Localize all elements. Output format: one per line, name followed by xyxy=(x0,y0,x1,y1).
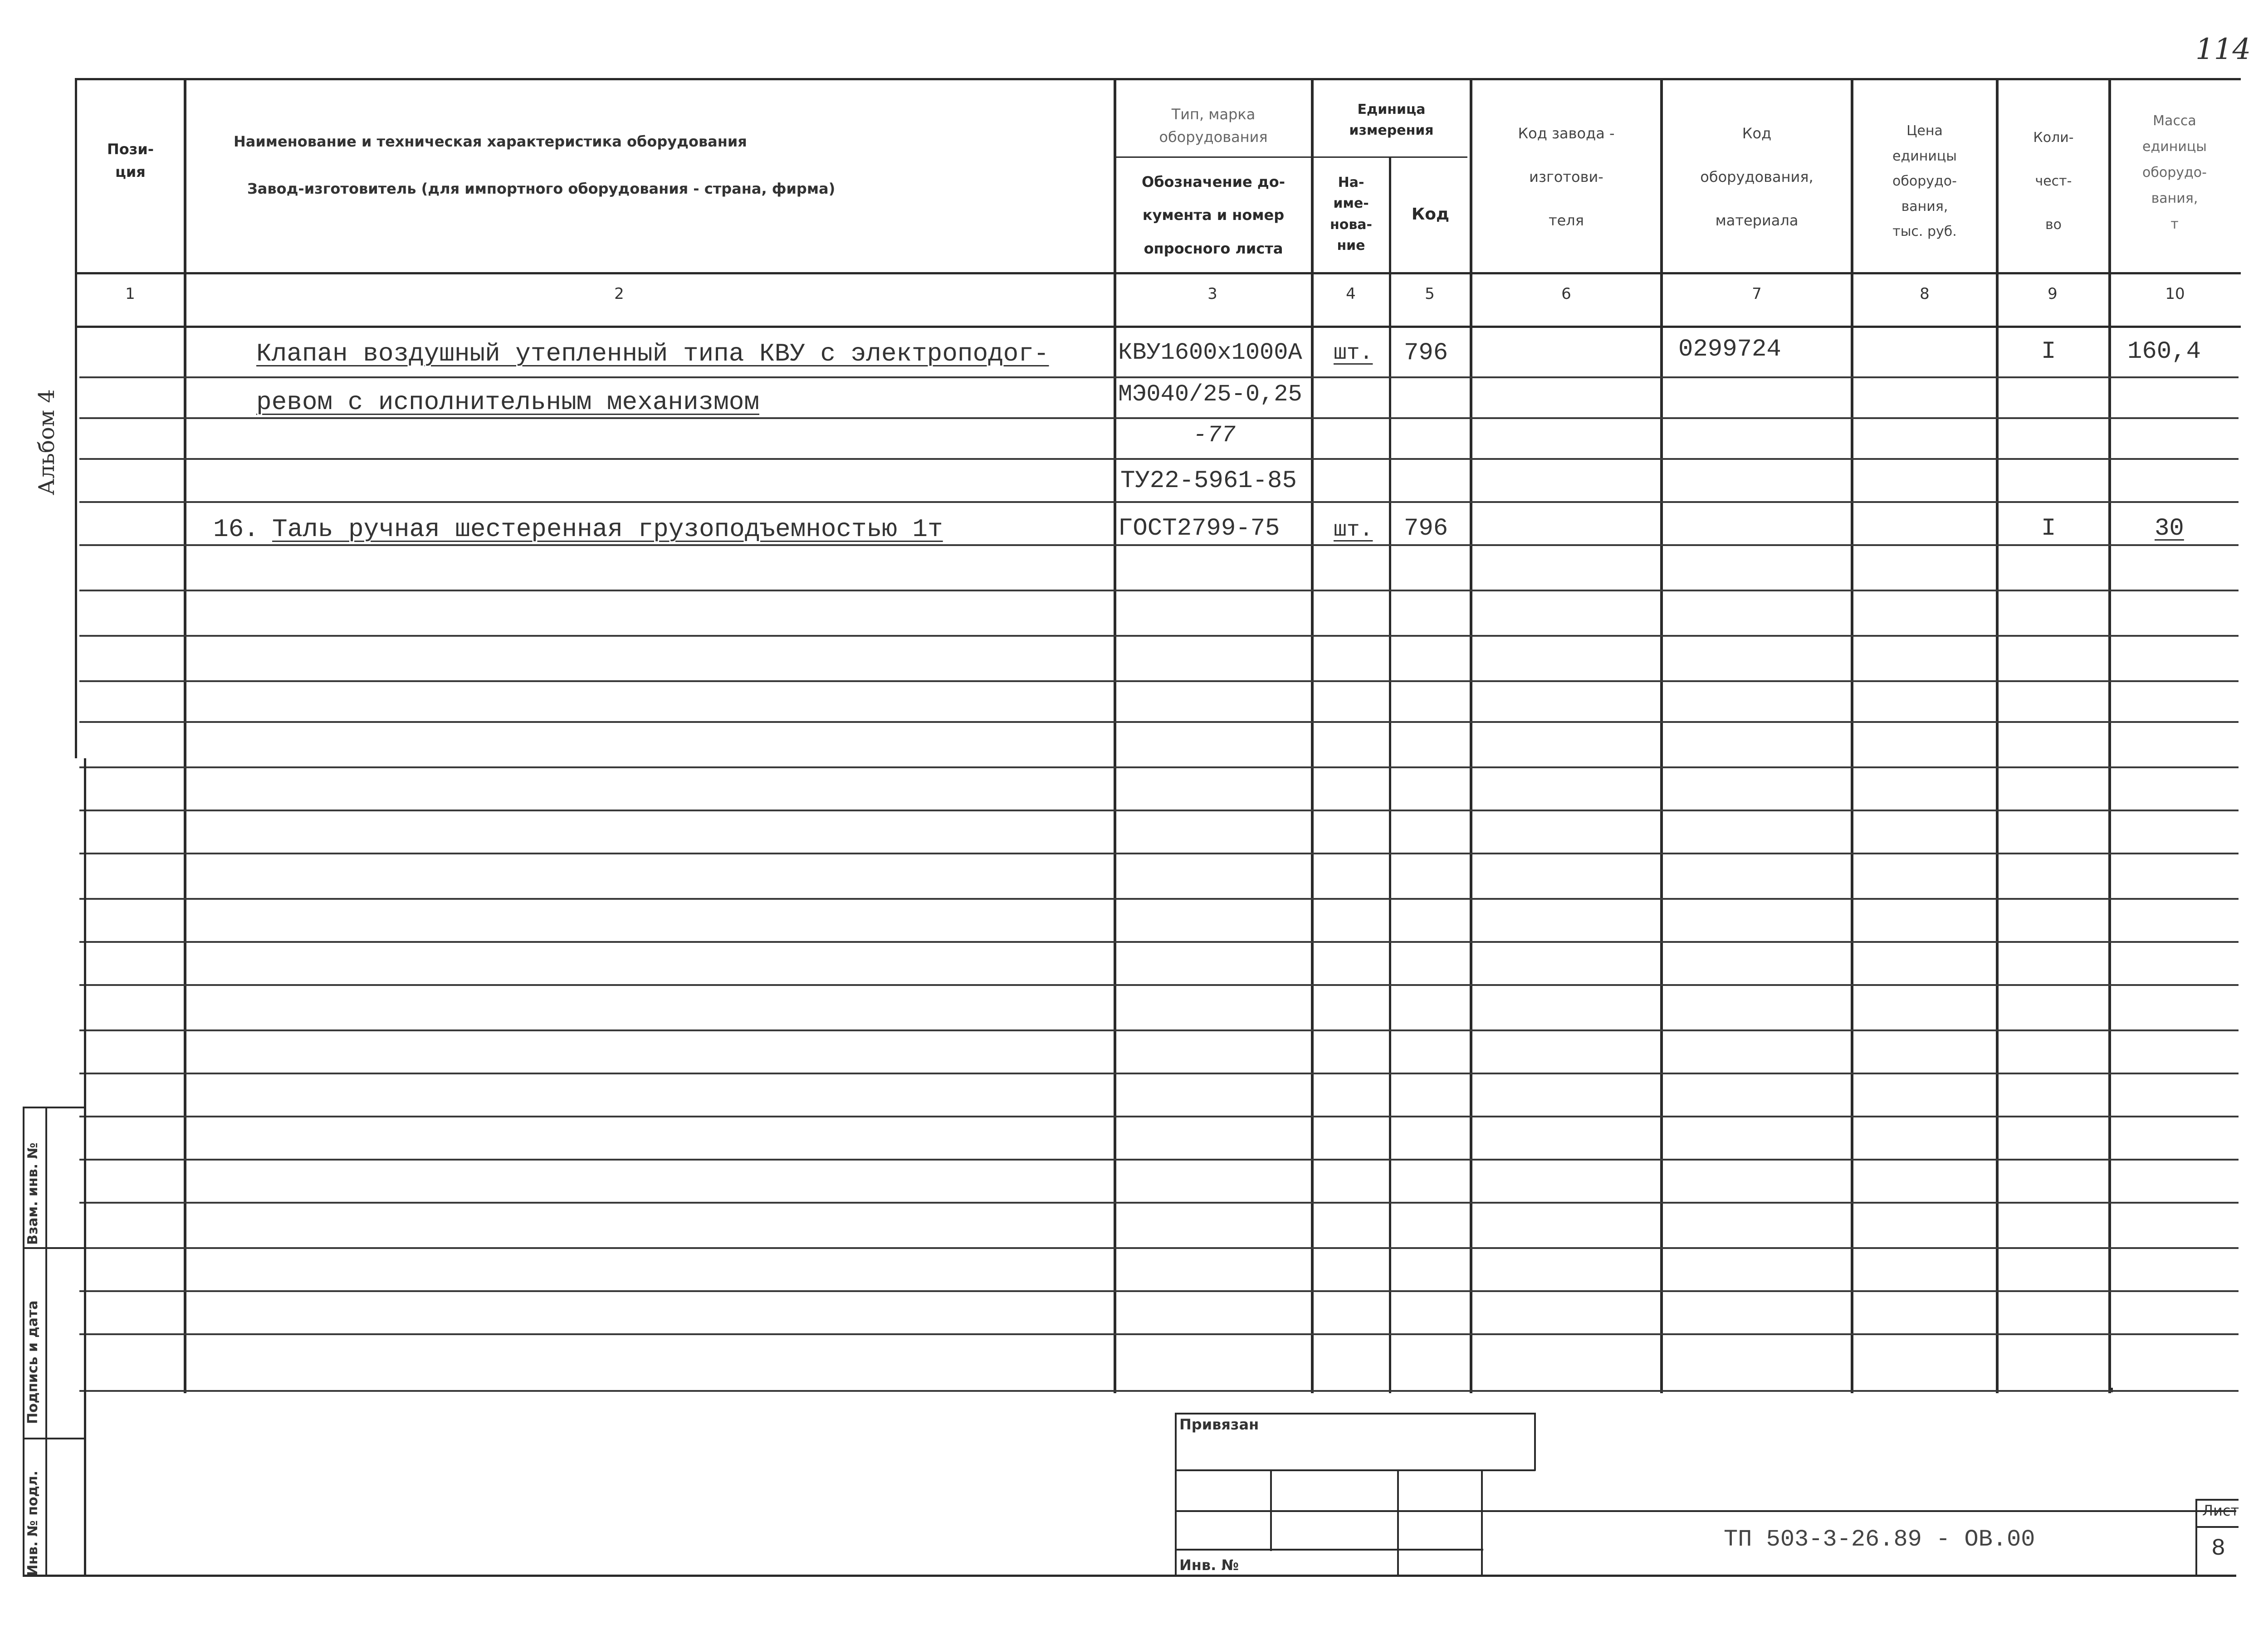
table-top-border xyxy=(75,78,2241,80)
row1-type: КВУ1600х1000А xyxy=(1118,339,1302,366)
col-border-9 xyxy=(1996,78,1999,1393)
stamp-inv-no: Инв. № xyxy=(1179,1556,1239,1574)
row-rule xyxy=(79,853,2239,854)
col-border-6 xyxy=(1470,78,1472,1393)
colnum-3: 3 xyxy=(1207,285,1217,303)
row-rule xyxy=(79,544,2239,546)
row-rule xyxy=(79,1333,2239,1335)
header-col6: Код завода - изготови- теля xyxy=(1518,125,1615,229)
col-border-4 xyxy=(1311,78,1314,1393)
side-stamp-vzam: Взам. инв. № xyxy=(25,1142,41,1245)
side-stamp-inv-podl: Инв. № подл. xyxy=(25,1470,41,1576)
side-stamp-mid xyxy=(45,1107,47,1576)
row4-type: ТУ22-5961-85 xyxy=(1120,467,1297,495)
row-rule xyxy=(79,590,2239,591)
header-unit-group: Единица измерения xyxy=(1349,101,1434,138)
stamp-vsep-2 xyxy=(1397,1469,1399,1576)
row-rule xyxy=(79,898,2239,900)
colnum-bottom-border xyxy=(75,326,2241,328)
row-rule xyxy=(79,721,2239,723)
row3-type: -77 xyxy=(1193,422,1236,449)
stamp-box-top xyxy=(1175,1413,1535,1415)
colnum-7: 7 xyxy=(1752,285,1762,303)
row-rule xyxy=(79,376,2239,378)
stamp-list-box-top xyxy=(2195,1499,2239,1501)
col-border-5 xyxy=(1389,156,1391,1393)
colnum-8: 8 xyxy=(1920,285,1930,303)
row1-name: Клапан воздушный утепленный типа КВУ с электроподог- xyxy=(256,339,1049,368)
header-col3-bottom: Обозначение до- кумента и номер опросного листа xyxy=(1142,173,1285,257)
side-stamp-right xyxy=(84,758,86,1577)
colnum-6: 6 xyxy=(1561,285,1571,303)
row5-qty: I xyxy=(2041,515,2056,542)
stamp-vsep-1 xyxy=(1270,1469,1272,1551)
row-rule xyxy=(79,941,2239,943)
side-stamp-sep1 xyxy=(23,1247,84,1249)
document-code: ТП 503-3-26.89 - ОВ.00 xyxy=(1724,1526,2035,1553)
header-col2-line1: Наименование и техническая характеристика оборудования xyxy=(234,133,747,150)
row-rule xyxy=(79,1390,2239,1392)
album-label: Альбом 4 xyxy=(34,389,59,495)
row5-unit: шт. xyxy=(1334,518,1373,542)
row1-mass: 160,4 xyxy=(2127,338,2201,366)
stamp-privyazan: Привязан xyxy=(1179,1416,1259,1433)
header-col10: Масса единицы оборудо- вания, т xyxy=(2142,112,2207,232)
col-border-7 xyxy=(1660,78,1663,1393)
row1-unit: шт. xyxy=(1334,341,1373,366)
row-rule xyxy=(79,417,2239,419)
row5-mass: 30 xyxy=(2155,515,2184,542)
stamp-row-3 xyxy=(1175,1549,1483,1551)
col-border-10 xyxy=(2108,78,2111,1393)
row-rule xyxy=(79,1202,2239,1204)
row-rule xyxy=(79,810,2239,811)
col-border-8 xyxy=(1851,78,1853,1393)
stamp-box-left xyxy=(1175,1413,1177,1576)
row2-type: МЭ040/25-0,25 xyxy=(1118,381,1302,408)
row1-qty: I xyxy=(2041,338,2056,366)
row5-type: ГОСТ2799-75 xyxy=(1118,515,1280,542)
stamp-list-box-sep xyxy=(2195,1526,2239,1528)
col-border-3 xyxy=(1114,78,1116,1393)
header-col7: Код оборудования, материала xyxy=(1700,125,1813,229)
row1-equip-code: 0299724 xyxy=(1678,336,1781,363)
sheet-label: Лист xyxy=(2202,1502,2239,1519)
colnum-4: 4 xyxy=(1346,285,1356,303)
row-rule xyxy=(79,1159,2239,1161)
col-border-2 xyxy=(184,78,186,1393)
row-rule xyxy=(79,1029,2239,1031)
row1-code: 796 xyxy=(1404,339,1448,367)
stamp-box-right xyxy=(1534,1413,1536,1471)
colnum-9: 9 xyxy=(2048,285,2058,303)
side-stamp-bottom xyxy=(23,1575,2236,1577)
side-stamp-sep2 xyxy=(23,1438,84,1439)
stamp-row-2 xyxy=(1175,1510,2236,1512)
row-rule xyxy=(79,1116,2239,1117)
row-rule xyxy=(79,766,2239,768)
side-stamp-left xyxy=(23,1107,24,1576)
row-rule xyxy=(79,680,2239,682)
col3-sub-divider xyxy=(1114,156,1467,158)
row-rule xyxy=(79,635,2239,637)
header-bottom-border xyxy=(75,272,2241,274)
page-corner-number: 114 xyxy=(2195,33,2251,66)
row5-name: Таль ручная шестеренная грузоподъемностью 1т xyxy=(272,515,943,544)
row-rule xyxy=(79,1290,2239,1292)
side-stamp-podpis: Подпись и дата xyxy=(25,1300,41,1424)
row-rule xyxy=(79,501,2239,503)
row-rule xyxy=(79,984,2239,986)
header-col9: Коли- чест- во xyxy=(2033,130,2074,233)
colnum-2: 2 xyxy=(614,285,624,303)
header-col8: Цена единицы оборудо- вания, тыс. руб. xyxy=(1892,123,1957,240)
header-col3-top: Тип, марка оборудования xyxy=(1159,105,1268,146)
colnum-10: 10 xyxy=(2165,285,2185,303)
sheet-number: 8 xyxy=(2211,1535,2226,1562)
header-col2-line2: Завод-изготовитель (для импортного оборудования - страна, фирма) xyxy=(247,180,836,197)
stamp-list-box-left xyxy=(2195,1499,2197,1576)
row5-position: 16. xyxy=(213,515,259,544)
row2-name: ревом с исполнительным механизмом xyxy=(256,388,759,417)
header-col1: Пози- ция xyxy=(107,141,154,180)
row-rule xyxy=(79,1247,2239,1249)
row5-code: 796 xyxy=(1404,515,1448,542)
stamp-vsep-3 xyxy=(1481,1469,1483,1576)
colnum-5: 5 xyxy=(1425,285,1435,303)
row-rule xyxy=(79,458,2239,460)
side-stamp-top xyxy=(23,1107,84,1108)
colnum-1: 1 xyxy=(125,285,135,303)
header-col5: Код xyxy=(1411,205,1450,224)
row-rule xyxy=(79,1073,2239,1074)
header-col4: На- име- нова- ние xyxy=(1330,174,1373,254)
